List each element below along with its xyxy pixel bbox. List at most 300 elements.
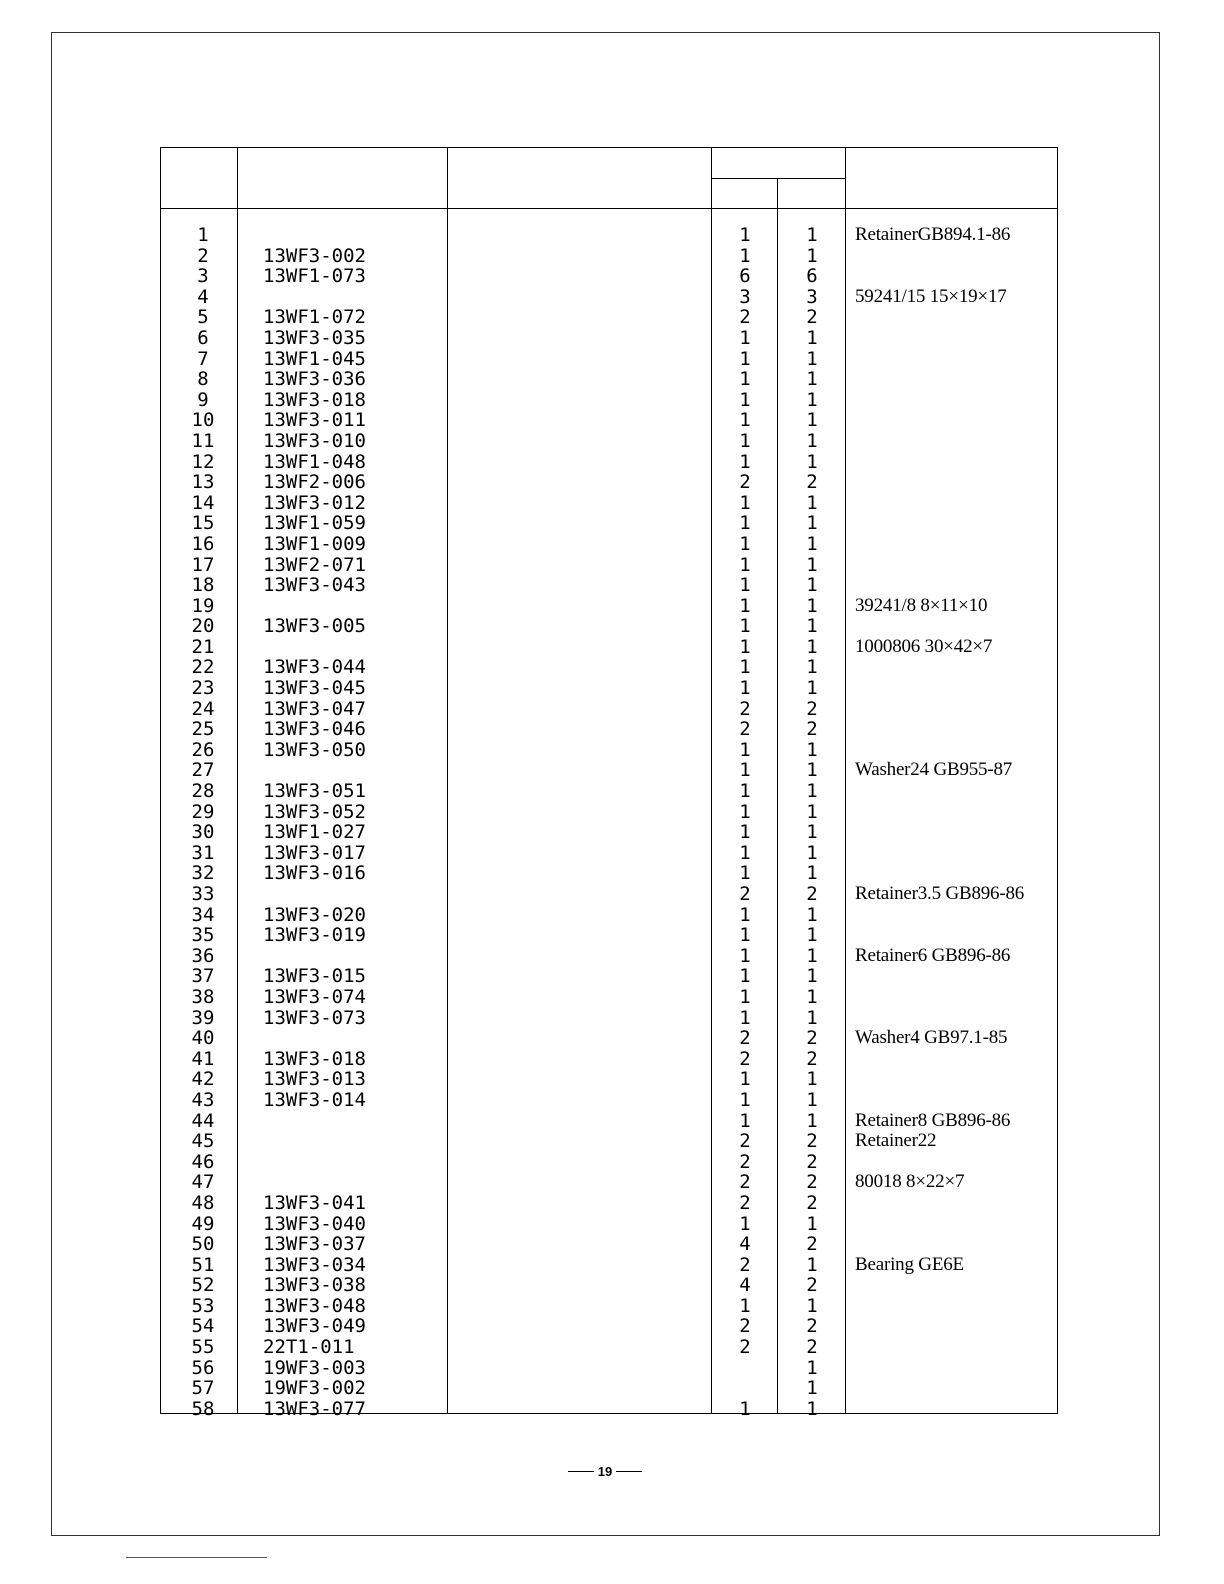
remarks-cell [855,452,1059,473]
part-code-cell: 13WF1-045 [263,347,366,370]
quantity-a-cell: 1 [739,409,751,432]
item-number-cell: 55 [191,1336,215,1359]
part-code-cell [263,1111,463,1132]
remarks-cell [855,1399,1059,1420]
column-divider [237,148,238,1413]
quantity-a-cell: 2 [739,1336,751,1359]
quantity-a-cell: 1 [739,1006,751,1029]
quantity-a-cell: 1 [739,553,751,576]
quantity-b-cell: 1 [806,821,818,844]
quantity-a-cell [713,1358,777,1379]
item-number-cell: 8 [197,368,209,391]
quantity-a-cell: 1 [739,1109,751,1132]
quantity-b-cell: 1 [806,388,818,411]
remarks-cell [855,1193,1059,1214]
part-code-cell: 13WF1-027 [263,821,366,844]
quantity-b-cell: 6 [806,265,818,288]
part-code-cell: 13WF3-011 [263,409,366,432]
quantity-a-cell: 1 [739,862,751,885]
quantity-b-cell: 2 [806,718,818,741]
quantity-a-cell [713,1378,777,1399]
parts-table [160,147,1058,1420]
remarks-cell [855,1378,1059,1399]
column-remarks [855,225,1059,1419]
item-number-cell: 9 [197,388,209,411]
column-divider [777,178,778,1413]
part-code-cell: 13WF3-044 [263,656,366,679]
quantity-b-cell: 2 [806,1047,818,1070]
part-code-cell [263,637,463,658]
quantity-a-cell: 1 [739,574,751,597]
remarks-cell [855,802,1059,823]
quantity-b-cell: 1 [806,780,818,803]
quantity-b-cell: 1 [806,944,818,967]
remarks-cell [855,987,1059,1008]
part-code-cell: 13WF3-036 [263,368,366,391]
part-code-cell: 13WF3-050 [263,738,366,761]
quantity-b-cell: 2 [806,1171,818,1194]
quantity-b-cell: 1 [806,347,818,370]
quantity-b-cell: 1 [806,224,818,246]
quantity-b-cell: 2 [806,883,818,905]
item-number-cell: 57 [191,1377,215,1400]
remarks-cell [855,1275,1059,1296]
quantity-b-cell: 1 [806,677,818,700]
part-code-cell: 13WF1-073 [263,265,366,288]
quantity-a-cell: 1 [739,532,751,555]
quantity-b-cell: 1 [806,1377,818,1400]
quantity-b-cell: 1 [806,429,818,452]
part-code-cell: 13WF3-020 [263,903,366,926]
quantity-a-cell: 1 [739,347,751,370]
quantity-b-cell: 1 [806,800,818,823]
remarks-cell [855,719,1059,740]
part-code-cell: 13WF3-043 [263,574,366,597]
quantity-a-cell: 1 [739,903,751,926]
quantity-b-cell: 2 [806,1336,818,1359]
part-code-cell: 13WF3-012 [263,491,366,514]
remarks-cell [855,1008,1059,1029]
part-code-cell [263,946,463,967]
quantity-b-cell: 2 [806,1150,818,1173]
item-number-cell: 40 [191,1027,215,1050]
part-code-cell: 13WF3-038 [263,1274,366,1297]
item-number-cell: 29 [191,800,215,823]
part-code-cell: 13WF1-048 [263,450,366,473]
quantity-a-cell: 1 [739,224,751,246]
quantity-a-cell: 2 [739,306,751,329]
part-code-cell: 13WF1-072 [263,306,366,329]
part-code-cell: 13WF3-041 [263,1191,366,1214]
remarks-cell [855,843,1059,864]
remarks-cell [855,657,1059,678]
quantity-a-cell: 2 [739,1047,751,1070]
remarks-cell: 80018 8×22×7 [855,1171,965,1193]
item-number-cell: 37 [191,965,215,988]
quantity-b-cell: 2 [806,697,818,720]
quantity-a-cell: 1 [739,677,751,700]
page-footer [564,1462,646,1480]
remarks-cell [855,1296,1059,1317]
remarks-cell [855,863,1059,884]
quantity-b-cell: 1 [806,759,818,782]
quantity-a-cell: 1 [739,800,751,823]
item-number-cell: 44 [191,1109,215,1132]
remarks-cell [855,781,1059,802]
item-number-cell: 7 [197,347,209,370]
part-code-cell: 13WF3-013 [263,1068,366,1091]
quantity-a-cell: 2 [739,883,751,905]
remarks-cell [855,1358,1059,1379]
part-code-cell: 13WF3-002 [263,244,366,267]
remarks-cell: Retainer8 GB896-86 [855,1109,1011,1131]
remarks-cell [855,1069,1059,1090]
quantity-b-cell: 2 [806,1315,818,1338]
quantity-b-cell: 2 [806,306,818,329]
quantity-a-cell: 1 [739,1088,751,1111]
item-number-cell: 47 [191,1171,215,1194]
remarks-cell [855,699,1059,720]
quantity-a-cell: 1 [739,244,751,267]
remarks-cell [855,678,1059,699]
column-quantity-a [713,225,777,1419]
part-code-cell [263,1172,463,1193]
part-code-cell [263,596,463,617]
column-quantity-b [779,225,845,1419]
item-number-cell: 34 [191,903,215,926]
quantity-b-cell: 1 [806,1253,818,1276]
remarks-cell: Bearing GE6E [855,1253,964,1275]
remarks-cell [855,349,1059,370]
remarks-cell [855,493,1059,514]
quantity-b-cell: 2 [806,1233,818,1256]
remarks-cell [855,534,1059,555]
item-number-cell: 6 [197,326,209,349]
quantity-a-cell: 4 [739,1274,751,1297]
part-code-cell: 13WF3-010 [263,429,366,452]
quantity-b-cell: 1 [806,635,818,658]
quantity-b-cell: 1 [806,512,818,535]
remarks-cell [855,513,1059,534]
part-code-cell: 13WF3-034 [263,1253,366,1276]
part-code-cell [263,1131,463,1152]
quantity-a-cell: 2 [739,1130,751,1153]
remarks-cell: Retainer22 [855,1130,937,1152]
item-number-cell: 11 [191,429,215,452]
quantity-b-cell: 1 [806,1088,818,1111]
part-code-cell: 13WF3-037 [263,1233,366,1256]
item-number-cell: 3 [197,265,209,288]
item-number-cell: 30 [191,821,215,844]
quantity-b-cell: 1 [806,532,818,555]
quantity-b-cell: 1 [806,326,818,349]
quantity-b-cell: 1 [806,1294,818,1317]
quantity-a-cell: 1 [739,594,751,617]
item-number-cell: 13 [191,471,215,494]
item-number-cell: 54 [191,1315,215,1338]
remarks-cell [855,905,1059,926]
remarks-cell [855,1316,1059,1337]
remarks-cell [855,472,1059,493]
quantity-b-cell: 1 [806,574,818,597]
item-number-cell: 19 [191,594,215,617]
quantity-a-cell: 2 [739,1150,751,1173]
quantity-b-cell: 1 [806,368,818,391]
quantity-b-cell: 1 [806,841,818,864]
quantity-b-cell: 1 [806,1356,818,1379]
quantity-b-cell: 2 [806,1130,818,1153]
item-number-cell: 22 [191,656,215,679]
part-code-cell [263,225,463,246]
item-number-cell: 31 [191,841,215,864]
part-code-cell: 13WF3-047 [263,697,366,720]
quantity-a-cell: 1 [739,1212,751,1235]
item-number-cell: 28 [191,780,215,803]
quantity-b-cell: 1 [806,1006,818,1029]
part-code-cell [263,287,463,308]
quantity-a-cell: 1 [739,635,751,658]
item-number-cell: 43 [191,1088,215,1111]
remarks-cell [855,1152,1059,1173]
remarks-cell: 1000806 30×42×7 [855,635,993,657]
column-divider [845,148,846,1413]
quantity-b-cell: 1 [806,594,818,617]
quantity-a-cell: 1 [739,388,751,411]
quantity-b-cell: 1 [806,1212,818,1235]
quantity-a-cell: 1 [739,368,751,391]
quantity-b-cell: 1 [806,656,818,679]
footer-dash-left [568,1471,594,1472]
item-number-cell: 39 [191,1006,215,1029]
footer-dash-right [616,1471,642,1472]
item-number-cell: 17 [191,553,215,576]
item-number-cell: 53 [191,1294,215,1317]
remarks-cell [855,1214,1059,1235]
item-number-cell: 35 [191,924,215,947]
item-number-cell: 42 [191,1068,215,1091]
remarks-cell [855,431,1059,452]
quantity-a-cell: 1 [739,738,751,761]
header-bottom-line [161,208,1057,209]
quantity-a-cell: 2 [739,1191,751,1214]
remarks-cell [855,390,1059,411]
part-code-cell: 13WF3-005 [263,615,366,638]
item-number-cell: 48 [191,1191,215,1214]
item-number-cell: 14 [191,491,215,514]
quantity-b-cell: 2 [806,1027,818,1050]
quantity-b-cell: 1 [806,553,818,576]
item-number-cell: 49 [191,1212,215,1235]
quantity-a-cell: 6 [739,265,751,288]
remarks-cell [855,1234,1059,1255]
item-number-cell: 51 [191,1253,215,1276]
item-number-cell: 41 [191,1047,215,1070]
quantity-b-cell: 1 [806,924,818,947]
remarks-cell [855,575,1059,596]
column-item-number [171,225,235,1419]
remarks-cell [855,328,1059,349]
quantity-b-cell: 1 [806,1397,818,1420]
item-number-cell: 25 [191,718,215,741]
remarks-cell [855,369,1059,390]
part-code-cell [263,760,463,781]
part-code-cell: 13WF3-035 [263,326,366,349]
part-code-cell: 13WF3-051 [263,780,366,803]
quantity-a-cell: 1 [739,965,751,988]
quantity-a-cell: 1 [739,780,751,803]
item-number-cell: 33 [191,883,215,905]
part-code-cell: 13WF1-009 [263,532,366,555]
remarks-cell [855,966,1059,987]
remarks-cell [855,740,1059,761]
quantity-b-cell: 3 [806,285,818,308]
quantity-b-cell: 1 [806,244,818,267]
quantity-a-cell: 1 [739,656,751,679]
item-number-cell: 15 [191,512,215,535]
quantity-b-cell: 1 [806,1109,818,1132]
remarks-cell [855,1337,1059,1358]
quantity-b-cell: 1 [806,862,818,885]
remarks-cell [855,1090,1059,1111]
item-number-cell: 46 [191,1150,215,1173]
remarks-cell [855,925,1059,946]
quantity-b-cell: 1 [806,491,818,514]
item-number-cell: 16 [191,532,215,555]
part-code-cell: 13WF3-049 [263,1315,366,1338]
item-number-cell: 12 [191,450,215,473]
quantity-a-cell: 1 [739,821,751,844]
part-code-cell: 13WF3-073 [263,1006,366,1029]
remarks-cell [855,822,1059,843]
column-part-code [263,225,463,1419]
quantity-a-cell: 1 [739,924,751,947]
part-code-cell: 13WF3-045 [263,677,366,700]
part-code-cell: 13WF3-015 [263,965,366,988]
item-number-cell: 58 [191,1397,215,1420]
item-number-cell: 1 [197,224,209,246]
part-code-cell: 19WF3-002 [263,1377,366,1400]
remarks-cell: Washer24 GB955-87 [855,759,1013,781]
item-number-cell: 36 [191,944,215,967]
bottom-rule [126,1557,267,1558]
remarks-cell: 59241/15 15×19×17 [855,285,1007,307]
item-number-cell: 38 [191,985,215,1008]
quantity-a-cell: 1 [739,759,751,782]
quantity-b-cell: 2 [806,471,818,494]
remarks-cell [855,555,1059,576]
quantity-a-cell: 1 [739,1068,751,1091]
remarks-cell [855,246,1059,267]
quantity-a-cell: 1 [739,615,751,638]
item-number-cell: 21 [191,635,215,658]
remarks-cell [855,616,1059,637]
quantity-b-cell: 1 [806,985,818,1008]
item-number-cell: 18 [191,574,215,597]
item-number-cell: 45 [191,1130,215,1153]
part-code-cell: 13WF3-016 [263,862,366,885]
item-number-cell: 26 [191,738,215,761]
quantity-a-cell: 1 [739,512,751,535]
quantity-a-cell: 1 [739,429,751,452]
item-number-cell: 27 [191,759,215,782]
item-number-cell: 23 [191,677,215,700]
part-code-cell [263,884,463,905]
remarks-cell [855,410,1059,431]
part-code-cell: 13WF3-018 [263,388,366,411]
quantity-a-cell: 2 [739,1027,751,1050]
quantity-a-cell: 2 [739,718,751,741]
item-number-cell: 24 [191,697,215,720]
part-code-cell: 13WF3-077 [263,1397,366,1420]
part-code-cell: 19WF3-003 [263,1356,366,1379]
quantity-a-cell: 1 [739,985,751,1008]
part-code-cell: 13WF3-040 [263,1212,366,1235]
quantity-b-cell: 1 [806,615,818,638]
part-code-cell [263,1152,463,1173]
part-code-cell: 13WF3-074 [263,985,366,1008]
quantity-b-cell: 2 [806,1274,818,1297]
part-code-cell: 13WF3-048 [263,1294,366,1317]
remarks-cell [855,307,1059,328]
remarks-cell: Retainer3.5 GB896-86 [855,883,1025,904]
part-code-cell: 13WF3-018 [263,1047,366,1070]
item-number-cell: 50 [191,1233,215,1256]
item-number-cell: 20 [191,615,215,638]
quantity-b-cell: 1 [806,1068,818,1091]
remarks-cell: 39241/8 8×11×10 [855,594,988,616]
quantity-a-cell: 2 [739,1171,751,1194]
remarks-cell: Retainer6 GB896-86 [855,944,1011,966]
part-code-cell: 13WF3-019 [263,924,366,947]
quantity-a-cell: 2 [739,1315,751,1338]
quantity-a-cell: 1 [739,841,751,864]
part-code-cell: 13WF2-006 [263,471,366,494]
quantity-b-cell: 1 [806,409,818,432]
item-number-cell: 5 [197,306,209,329]
part-code-cell: 13WF3-014 [263,1088,366,1111]
quantity-a-cell: 1 [739,491,751,514]
part-code-cell: 13WF3-017 [263,841,366,864]
quantity-a-cell: 1 [739,1294,751,1317]
remarks-cell [855,266,1059,287]
page-number: 19 [597,1463,613,1479]
quantity-a-cell: 1 [739,326,751,349]
quantity-a-cell: 1 [739,1397,751,1420]
item-number-cell: 10 [191,409,215,432]
remarks-cell: Washer4 GB97.1-85 [855,1027,1008,1049]
part-code-cell: 13WF2-071 [263,553,366,576]
item-number-cell: 32 [191,862,215,885]
quantity-a-cell: 1 [739,944,751,967]
part-code-cell: 13WF3-046 [263,718,366,741]
quantity-a-cell: 2 [739,471,751,494]
quantity-b-cell: 1 [806,450,818,473]
item-number-cell: 4 [197,285,209,308]
remarks-cell [855,1049,1059,1070]
quantity-a-cell: 1 [739,450,751,473]
remarks-cell: RetainerGB894.1-86 [855,224,1011,245]
quantity-a-cell: 4 [739,1233,751,1256]
item-number-cell: 2 [197,244,209,267]
part-code-cell: 13WF3-052 [263,800,366,823]
item-number-cell: 56 [191,1356,215,1379]
header-subdivider [711,178,845,179]
quantity-b-cell: 1 [806,903,818,926]
part-code-cell [263,1028,463,1049]
part-code-cell: 13WF1-059 [263,512,366,535]
item-number-cell: 52 [191,1274,215,1297]
quantity-b-cell: 2 [806,1191,818,1214]
